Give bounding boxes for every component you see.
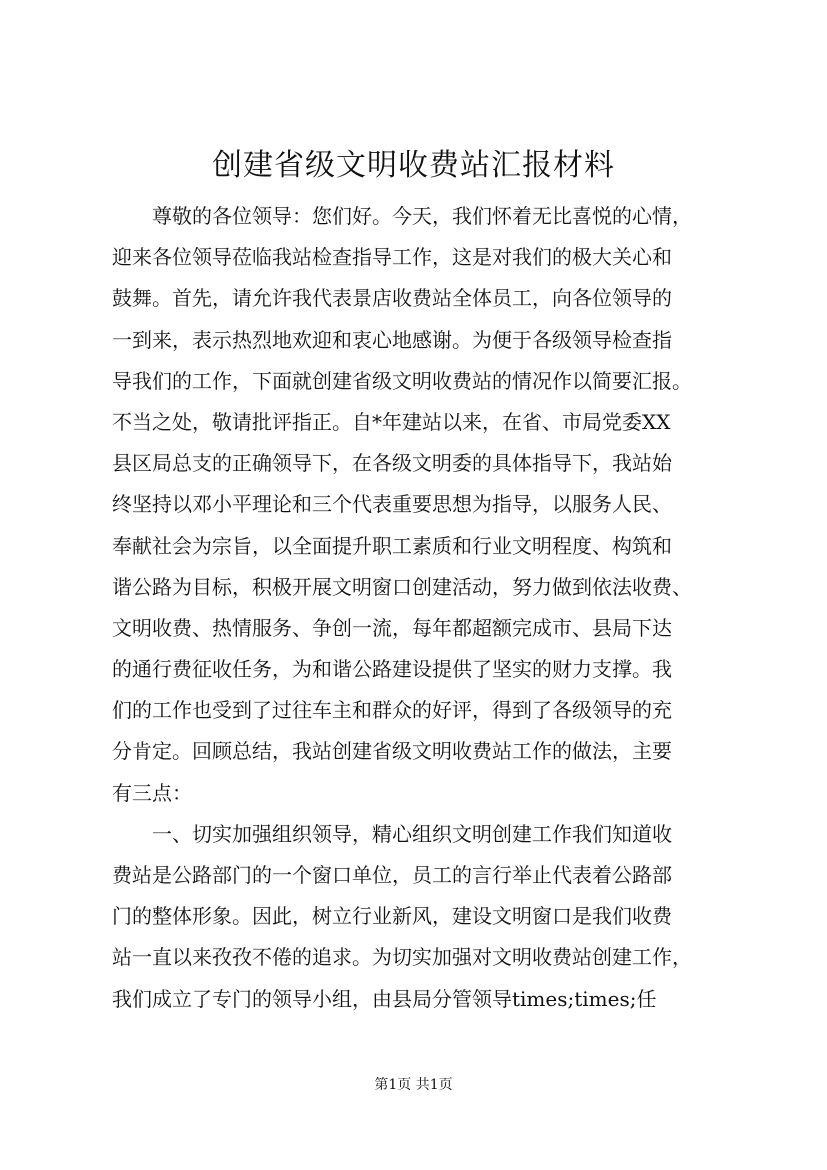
text-line: 分肯定。回顾总结，我站创建省级文明收费站工作的做法，主要 bbox=[112, 739, 672, 764]
text-line: 谐公路为目标，积极开展文明窗口创建活动，努力做到依法收费、 bbox=[112, 574, 692, 599]
text-line: 鼓舞。首先，请允许我代表景店收费站全体员工，向各位领导的 bbox=[112, 286, 672, 311]
page-number: 第1页 共1页 bbox=[374, 1077, 453, 1093]
text-line: 的通行费征收任务，为和谐公路建设提供了坚实的财力支撑。我 bbox=[112, 657, 672, 682]
text-line: 费站是公路部门的一个窗口单位，员工的言行举止代表着公路部 bbox=[112, 863, 672, 887]
text-line: 尊敬的各位领导：您们好。今天，我们怀着无比喜悦的心情， bbox=[112, 204, 692, 228]
text-line: 导我们的工作，下面就创建省级文明收费站的情况作以简要汇报。 bbox=[112, 368, 692, 393]
text-line: 们的工作也受到了过往车主和群众的好评，得到了各级领导的充 bbox=[112, 698, 672, 723]
text-line: 奉献社会为宗旨，以全面提升职工素质和行业文明程度、构筑和 bbox=[112, 533, 672, 558]
body-text bbox=[112, 196, 732, 1020]
text-line: 迎来各位领导莅临我站检查指导工作，这是对我们的极大关心和 bbox=[112, 245, 672, 270]
text-line: 一、切实加强组织领导，精心组织文明创建工作我们知道收 bbox=[112, 821, 672, 846]
text-line: 我们成立了专门的领导小组，由县局分管领导times;times;任 bbox=[112, 986, 657, 1011]
text-line: 文明收费、热情服务、争创一流，每年都超额完成市、县局下达 bbox=[112, 615, 672, 640]
text-line: 终坚持以邓小平理论和三个代表重要思想为指导，以服务人民、 bbox=[112, 492, 672, 517]
text-line: 门的整体形象。因此，树立行业新风，建设文明窗口是我们收费 bbox=[112, 904, 672, 929]
text-line: 有三点： bbox=[112, 780, 192, 805]
text-line: 县区局总支的正确领导下，在各级文明委的具体指导下，我站始 bbox=[112, 451, 672, 476]
text-line: 不当之处，敬请批评指正。自*年建站以来，在省、市局党委XX bbox=[112, 409, 671, 434]
text-line: 一到来，表示热烈地欢迎和衷心地感谢。为便于各级领导检查指 bbox=[112, 327, 672, 352]
page-title: 创建省级文明收费站汇报材料 bbox=[212, 148, 615, 183]
text-line: 站一直以来孜孜不倦的追求。为切实加强对文明收费站创建工作， bbox=[112, 945, 692, 970]
